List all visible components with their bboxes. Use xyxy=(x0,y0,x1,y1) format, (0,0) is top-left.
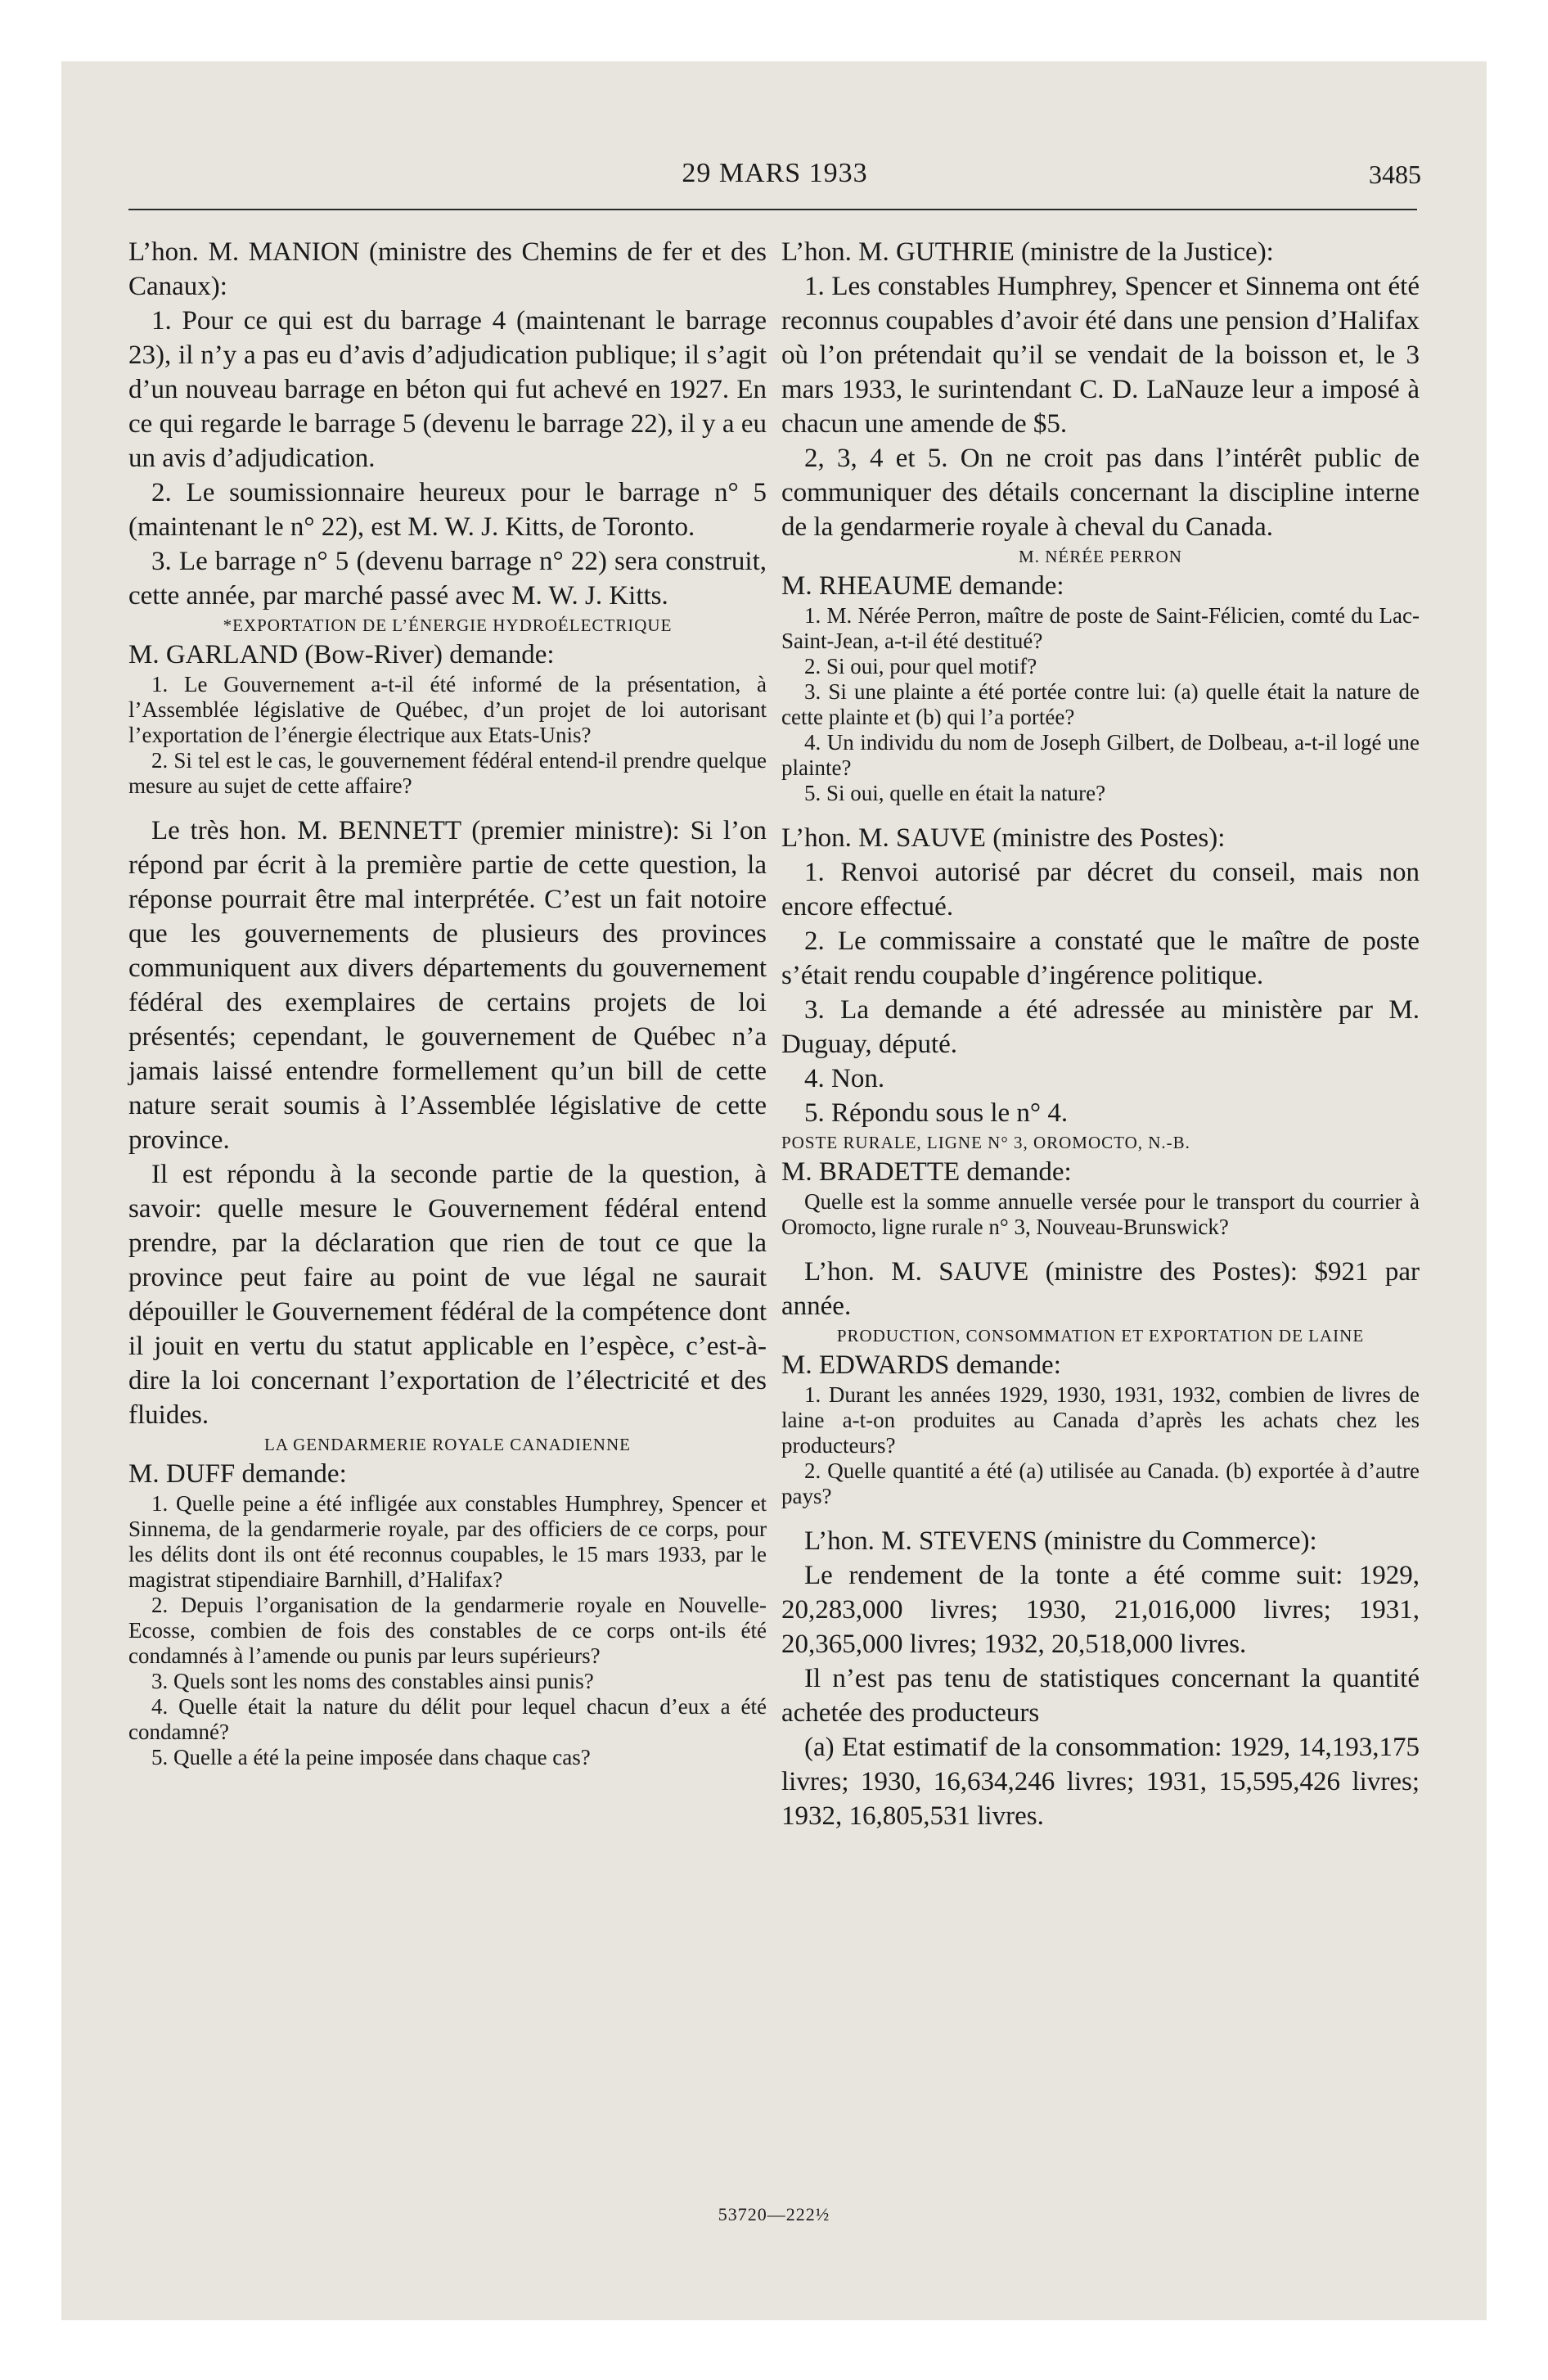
answer-paragraph: Le rendement de la tonte a été comme suit: 1929, 20,283,000 livres; 1930, 21,016,000 livres; 1931, 20,365,000 livres; 1932, 20,518,000 livres. xyxy=(781,1561,1420,1659)
section-heading: *EXPORTATION DE L’ÉNERGIE HYDROÉLECTRIQUE xyxy=(223,615,673,635)
question-speaker: M. RHEAUME demande: xyxy=(781,571,1064,601)
question-item: 2. Depuis l’organisation de la gendarmerie royale en Nouvelle-Ecosse, combien de fois des constables de ce corps ont-ils été condamnés à l’amende ou punis par leurs supérieurs? xyxy=(128,1593,767,1668)
question-item: 2. Si oui, pour quel motif? xyxy=(804,654,1037,678)
question-item: 1. Durant les années 1929, 1930, 1931, 1932, combien de livres de laine a-t-on produites au Canada d’après les achats chez les producteurs? xyxy=(781,1382,1420,1458)
section-heading: LA GENDARMERIE ROYALE CANADIENNE xyxy=(264,1435,631,1454)
page-footer: 53720—222½ xyxy=(718,2204,830,2224)
question-item: 2. Si tel est le cas, le gouvernement fédéral entend-il prendre quelque mesure au sujet de cette affaire? xyxy=(128,748,767,798)
answer-item: 3. La demande a été adressée au ministère par M. Duguay, député. xyxy=(781,995,1420,1059)
question-item: 4. Quelle était la nature du délit pour lequel chacun d’eux a été condamné? xyxy=(128,1694,767,1744)
answer-paragraph: Il est répondu à la seconde partie de la question, à savoir: quelle mesure le Gouvernement fédéral entend prendre, par la déclaration que rien de tout ce que la province peut faire au point de vue légal ne saurait dépouiller le Gouvernement fédéral de la compétence dont il jouit en vertu du statut applicable en l’espèce, c’est-à-dire la loi concernant l’exportation de l’électricité et des fluides. xyxy=(128,1160,767,1430)
question-item: 4. Un individu du nom de Joseph Gilbert, de Dolbeau, a-t-il logé une plainte? xyxy=(781,730,1420,780)
answer-paragraph: L’hon. M. SAUVE (ministre des Postes): $921 par année. xyxy=(781,1257,1420,1321)
answer-item: 1. Les constables Humphrey, Spencer et Sinnema ont été reconnus coupables d’avoir été dans une pension d’Halifax où l’on prétendait qu’il se vendait de la boisson et, le 3 mars 1933, le surintendant C. D. LaNauze leur a imposé à chacun une amende de $5. xyxy=(781,272,1420,439)
answer-item: 1. Pour ce qui est du barrage 4 (maintenant le barrage 23), il n’y a pas eu d’avis d’adjudication publique; il s’agit d’un nouveau barrage en béton qui fut achevé en 1927. En ce qui regarde le barrage 5 (devenu le barrage 22), il y a eu un avis d’adjudication. xyxy=(128,306,767,473)
left-column xyxy=(128,235,767,1770)
answer-paragraph: Il n’est pas tenu de statistiques concernant la quantité achetée des producteurs xyxy=(781,1664,1420,1728)
question-speaker: M. GARLAND (Bow-River) demande: xyxy=(128,640,555,669)
header-rule xyxy=(128,209,1417,210)
question-item: 1. M. Nérée Perron, maître de poste de Saint-Félicien, comté du Lac-Saint-Jean, a-t-il été destitué? xyxy=(781,603,1420,653)
answer-item: 3. Le barrage n° 5 (devenu barrage n° 22) sera construit, cette année, par marché passé avec M. W. J. Kitts. xyxy=(128,547,767,611)
answer-item: 1. Renvoi autorisé par décret du conseil, mais non encore effectué. xyxy=(781,858,1420,922)
question-item: 2. Quelle quantité a été (a) utilisée au Canada. (b) exportée à d’autre pays? xyxy=(781,1458,1420,1508)
answer-paragraph: (a) Etat estimatif de la consommation: 1929, 14,193,175 livres; 1930, 16,634,246 livres; 1931, 15,595,426 livres; 1932, 16,805,531 livres. xyxy=(781,1733,1420,1831)
right-column xyxy=(781,235,1420,1833)
question-item: Quelle est la somme annuelle versée pour le transport du courrier à Oromocto, ligne rurale n° 3, Nouveau-Brunswick? xyxy=(781,1189,1420,1239)
question-speaker: M. DUFF demande: xyxy=(128,1459,347,1489)
speaker-guthrie: L’hon. M. GUTHRIE (ministre de la Justice): xyxy=(781,237,1274,267)
section-heading: M. NÉRÉE PERRON xyxy=(1019,547,1182,566)
speaker-sauve: L’hon. M. SAUVE (ministre des Postes): xyxy=(781,823,1226,853)
question-item: 3. Quels sont les noms des constables ainsi punis? xyxy=(151,1669,594,1693)
question-item: 1. Le Gouvernement a-t-il été informé de la présentation, à l’Assemblée législative de Québec, d’un projet de loi autorisant l’exportation de l’énergie électrique aux Etats-Unis? xyxy=(128,672,767,747)
question-speaker: M. EDWARDS demande: xyxy=(781,1350,1061,1380)
question-speaker: M. BRADETTE demande: xyxy=(781,1157,1072,1187)
speaker-stevens: L’hon. M. STEVENS (ministre du Commerce): xyxy=(804,1526,1317,1556)
answer-item: 5. Répondu sous le n° 4. xyxy=(804,1098,1069,1128)
question-item: 5. Quelle a été la peine imposée dans chaque cas? xyxy=(151,1745,591,1769)
answer-item: 4. Non. xyxy=(804,1064,885,1093)
section-heading: PRODUCTION, CONSOMMATION ET EXPORTATION DE LAINE xyxy=(836,1326,1365,1346)
question-item: 5. Si oui, quelle en était la nature? xyxy=(804,781,1106,805)
answer-item: 2. Le commissaire a constaté que le maître de poste s’était rendu coupable d’ingérence politique. xyxy=(781,926,1420,990)
answer-item: 2. Le soumissionnaire heureux pour le barrage n° 5 (maintenant le n° 22), est M. W. J. Kitts, de Toronto. xyxy=(128,478,767,542)
question-item: 3. Si une plainte a été portée contre lui: (a) quelle était la nature de cette plainte et (b) qui l’a portée? xyxy=(781,679,1420,729)
question-item: 1. Quelle peine a été infligée aux constables Humphrey, Spencer et Sinnema, de la gendarmerie royale, par des officiers de ce corps, pour les délits dont ils ont été reconnus coupables, le 15 mars 1933, par le magistrat stipendiaire Barnhill, d’Halifax? xyxy=(128,1491,767,1592)
speaker-manion: L’hon. M. MANION (ministre des Chemins de fer et des Canaux): xyxy=(128,237,767,301)
section-heading: POSTE RURALE, LIGNE N° 3, OROMOCTO, N.-B. xyxy=(781,1133,1190,1152)
document-page xyxy=(61,61,1487,2320)
page-number: 3485 xyxy=(1369,160,1421,189)
page-header xyxy=(128,158,1421,207)
header-date: 29 MARS 1933 xyxy=(682,158,868,188)
answer-item: 2, 3, 4 et 5. On ne croit pas dans l’intérêt public de communiquer des détails concernant la discipline interne de la gendarmerie royale à cheval du Canada. xyxy=(781,444,1420,542)
answer-paragraph: Le très hon. M. BENNETT (premier ministre): Si l’on répond par écrit à la première partie de cette question, la réponse pourrait être mal interprétée. C’est un fait notoire que les gouvernements de plusieurs des provinces communiquent aux divers départements du gouvernement fédéral des exemplaires de certains projets de loi présentés; cependant, le gouvernement de Québec n’a jamais laissé entendre formellement qu’un bill de cette nature serait soumis à l’Assemblée législative de cette province. xyxy=(128,816,767,1155)
